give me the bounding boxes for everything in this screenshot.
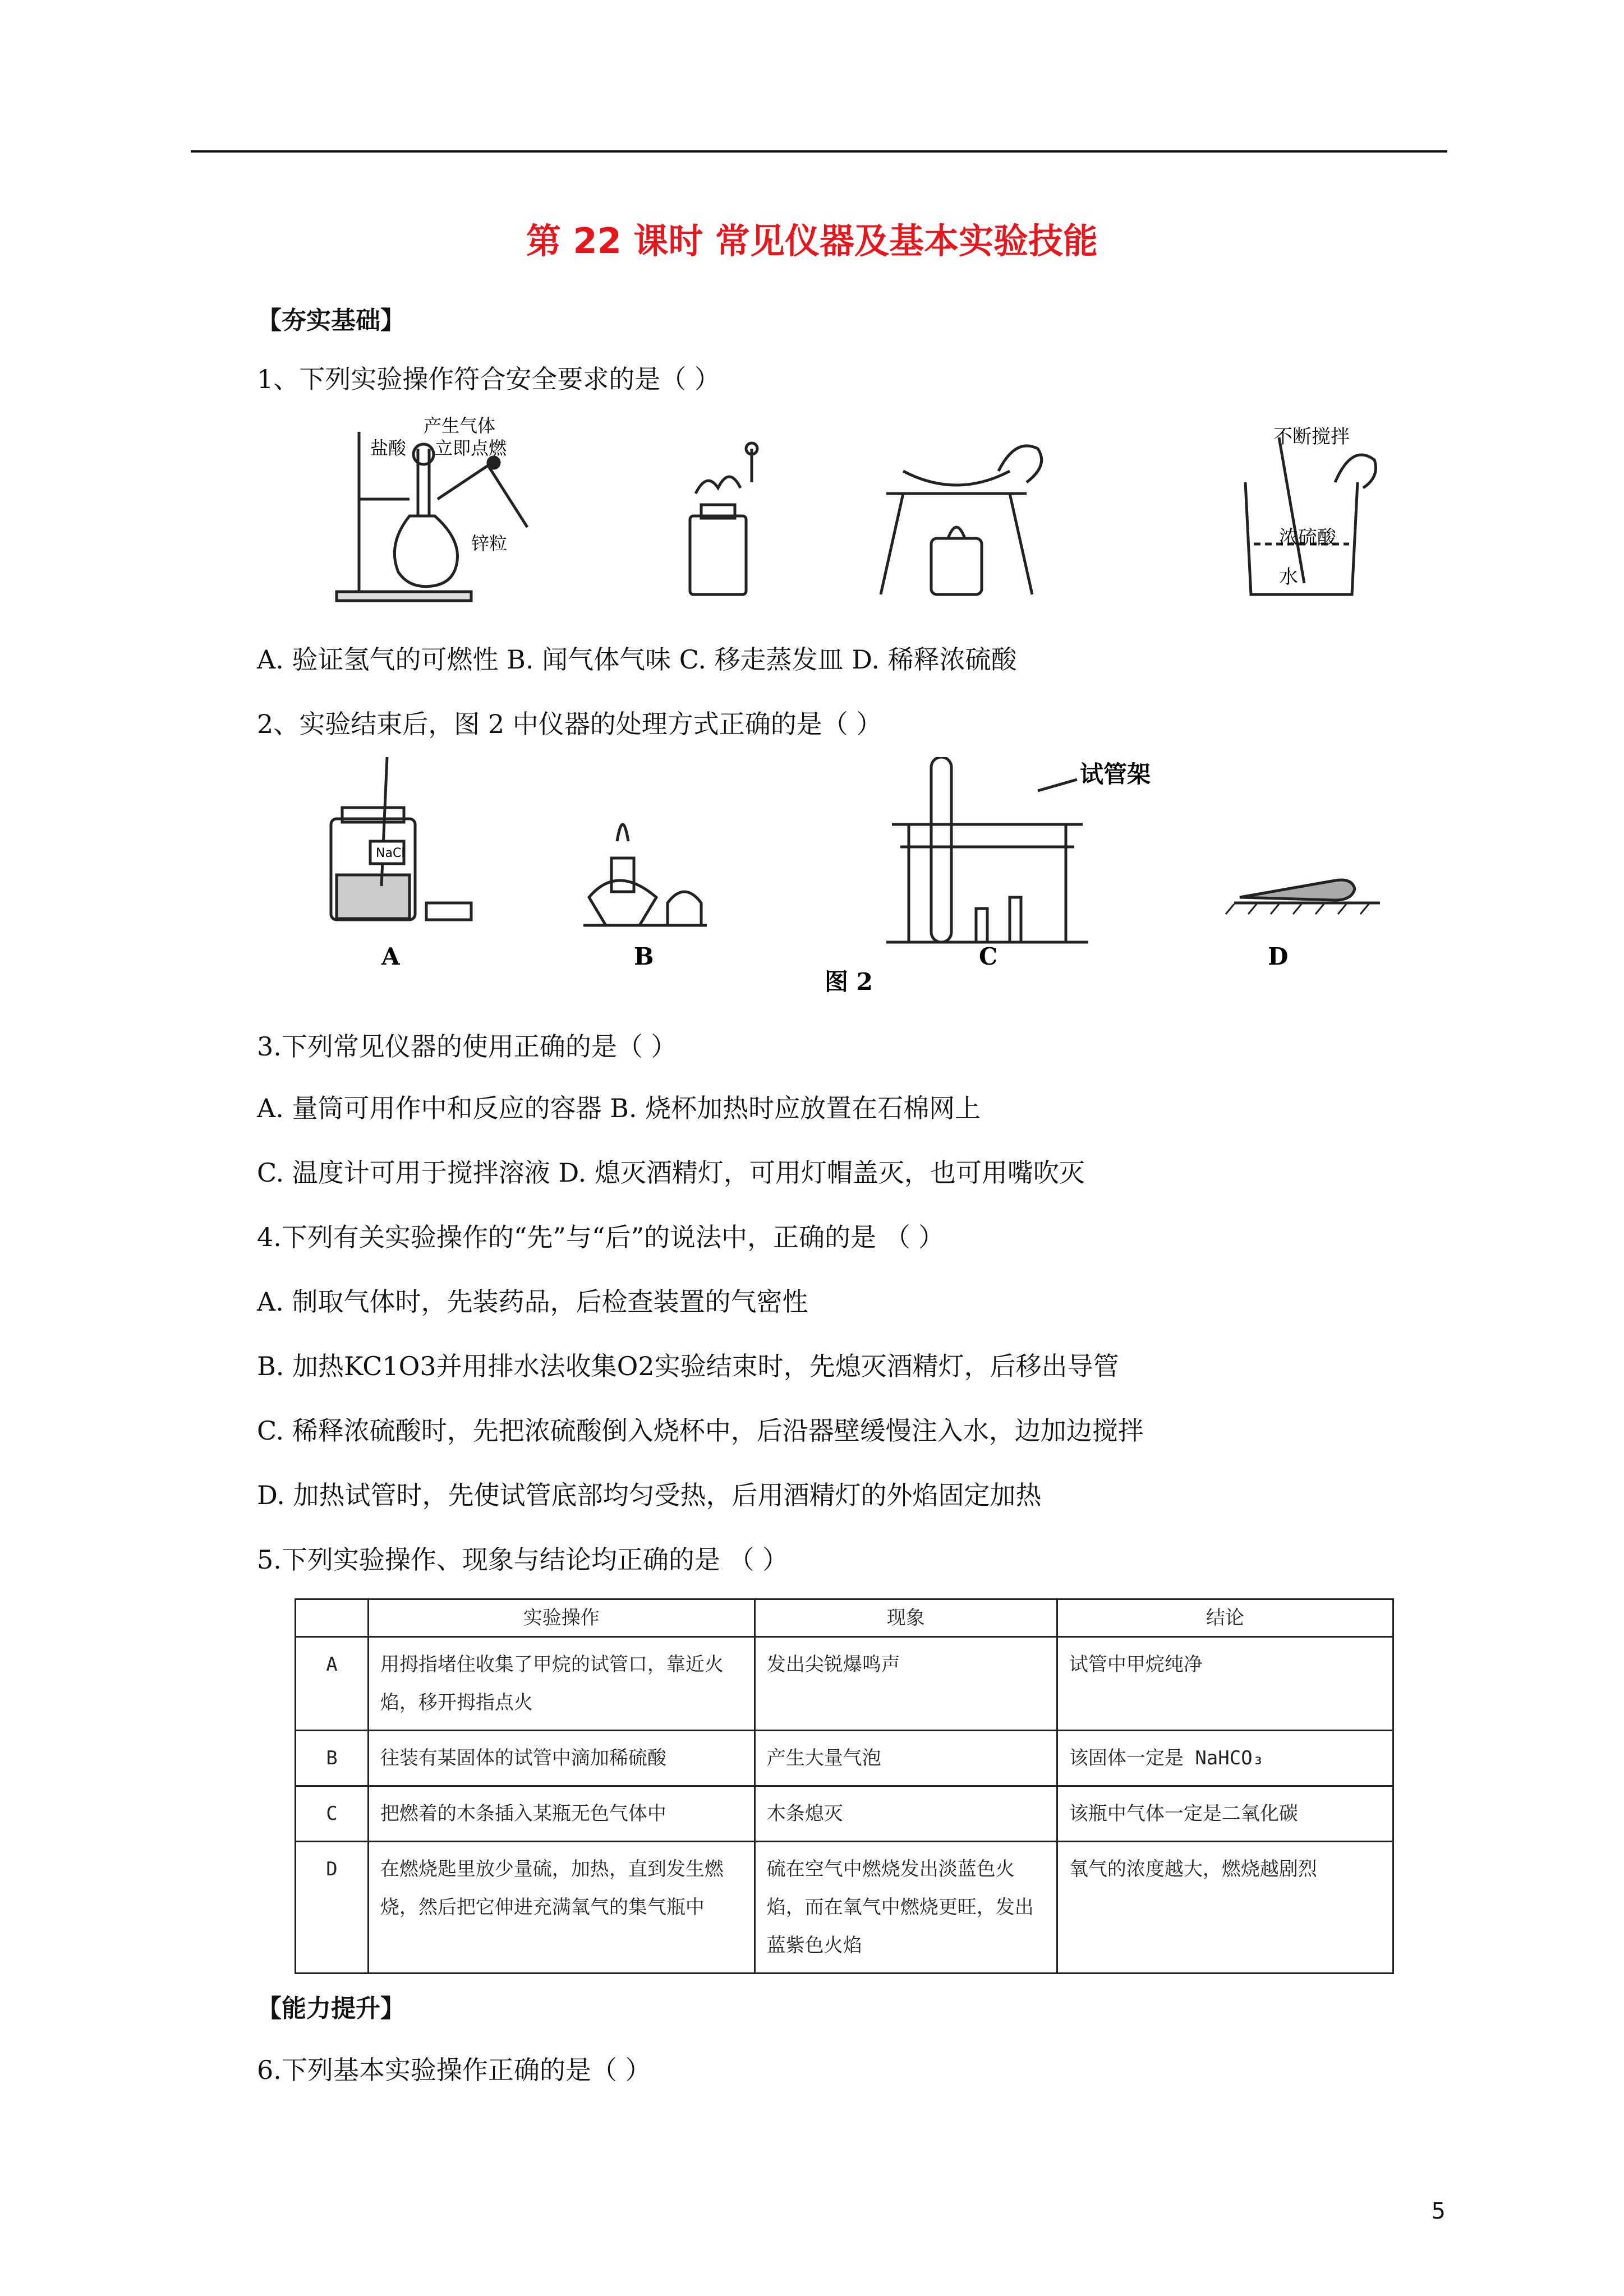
q2-label-a: A xyxy=(381,943,400,970)
table-header-row xyxy=(296,1599,1393,1637)
table-cell: 木条熄灭 xyxy=(755,1786,1057,1842)
table-cell: 试管中甲烷纯净 xyxy=(1057,1637,1393,1731)
q2-label-c: C xyxy=(979,943,998,970)
q1-options: A. 验证氢气的可燃性 B. 闻气体气味 C. 移走蒸发皿 D. 稀释浓硫酸 xyxy=(257,644,1017,675)
q2-label-d: D xyxy=(1268,943,1289,970)
table-cell: 往装有某固体的试管中滴加稀硫酸 xyxy=(368,1731,755,1786)
table-cell: 该瓶中气体一定是二氧化碳 xyxy=(1057,1786,1393,1842)
table-header: 实验操作 xyxy=(368,1599,755,1637)
section-basic: 【夯实基础】 xyxy=(257,306,405,335)
q2-label-rack: 试管架 xyxy=(1080,760,1151,788)
table-header: 现象 xyxy=(755,1599,1057,1637)
table-cell: 用拇指堵住收集了甲烷的试管口，靠近火焰，移开拇指点火 xyxy=(368,1637,755,1731)
q6-stem: 6.下列基本实验操作正确的是（ ） xyxy=(257,2055,651,2085)
header-rule xyxy=(191,150,1447,153)
table-header xyxy=(296,1599,369,1637)
table-row xyxy=(296,1786,1393,1842)
table-cell: D xyxy=(296,1842,369,1974)
q3-line-2: C. 温度计可用于搅拌溶液 D. 熄灭酒精灯，可用灯帽盖灭，也可用嘴吹灭 xyxy=(257,1158,1085,1188)
q4-line-a: A. 制取气体时，先装药品，后检查装置的气密性 xyxy=(257,1287,808,1317)
q1-stem: 1、下列实验操作符合安全要求的是（ ） xyxy=(257,364,720,394)
q4-line-b: B. 加热KC1O3并用排水法收集O2实验结束时，先熄灭酒精灯，后移出导管 xyxy=(257,1351,1119,1381)
q2-stem: 2、实验结束后，图 2 中仪器的处理方式正确的是（ ） xyxy=(257,709,882,739)
q1-label-zinc: 锌粒 xyxy=(471,533,508,554)
q3-line-1: A. 量筒可用作中和反应的容器 B. 烧杯加热时应放置在石棉网上 xyxy=(257,1093,981,1123)
q1-label-stir: 不断搅拌 xyxy=(1273,426,1350,448)
q1-label-gas: 产生气体 xyxy=(424,415,496,436)
table-cell: 氧气的浓度越大，燃烧越剧烈 xyxy=(1057,1842,1393,1974)
q1-label-hcl: 盐酸 xyxy=(370,437,407,459)
table-cell: 把燃着的木条插入某瓶无色气体中 xyxy=(368,1786,755,1842)
q1-label-acid: 浓硫酸 xyxy=(1279,527,1336,549)
q2-label-nacl: NaCl xyxy=(376,846,405,860)
q1-label-ignite: 立即点燃 xyxy=(435,437,507,459)
table-header: 结论 xyxy=(1057,1599,1393,1637)
table-cell: 发出尖锐爆鸣声 xyxy=(755,1637,1057,1731)
q4-stem: 4.下列有关实验操作的“先”与“后”的说法中，正确的是 （ ） xyxy=(257,1222,945,1252)
q2-label-b: B xyxy=(634,943,654,970)
q2-caption: 图 2 xyxy=(825,968,873,993)
q1-label-water: 水 xyxy=(1279,566,1298,588)
table-cell: 在燃烧匙里放少量硫，加热，直到发生燃烧，然后把它伸进充满氧气的集气瓶中 xyxy=(368,1842,755,1974)
table-row xyxy=(296,1842,1393,1974)
table-cell: A xyxy=(296,1637,369,1731)
page-number: 5 xyxy=(1431,2198,1446,2224)
table-cell: 产生大量气泡 xyxy=(755,1731,1057,1786)
q1-figure xyxy=(325,415,1391,617)
q4-line-c: C. 稀释浓硫酸时，先把浓硫酸倒入烧杯中，后沿器壁缓慢注入水，边加边搅拌 xyxy=(257,1416,1144,1446)
table-cell: 硫在空气中燃烧发出淡蓝色火焰，而在氧气中燃烧更旺，发出蓝紫色火焰 xyxy=(755,1842,1057,1974)
table-row xyxy=(296,1731,1393,1786)
q5-table xyxy=(295,1598,1394,1974)
table-cell: B xyxy=(296,1731,369,1786)
table-row xyxy=(296,1637,1393,1731)
q2-figure xyxy=(314,757,1380,993)
q4-line-d: D. 加热试管时，先使试管底部均匀受热，后用酒精灯的外焰固定加热 xyxy=(257,1480,1042,1510)
page-title: 第 22 课时 常见仪器及基本实验技能 xyxy=(526,220,1098,261)
table-cell: C xyxy=(296,1786,369,1842)
table-cell: 该固体一定是 NaHCO₃ xyxy=(1057,1731,1393,1786)
q3-stem: 3.下列常见仪器的使用正确的是（ ） xyxy=(257,1031,677,1062)
section-advanced: 【能力提升】 xyxy=(257,1994,405,2023)
q5-stem: 5.下列实验操作、现象与结论均正确的是 （ ） xyxy=(257,1545,789,1575)
